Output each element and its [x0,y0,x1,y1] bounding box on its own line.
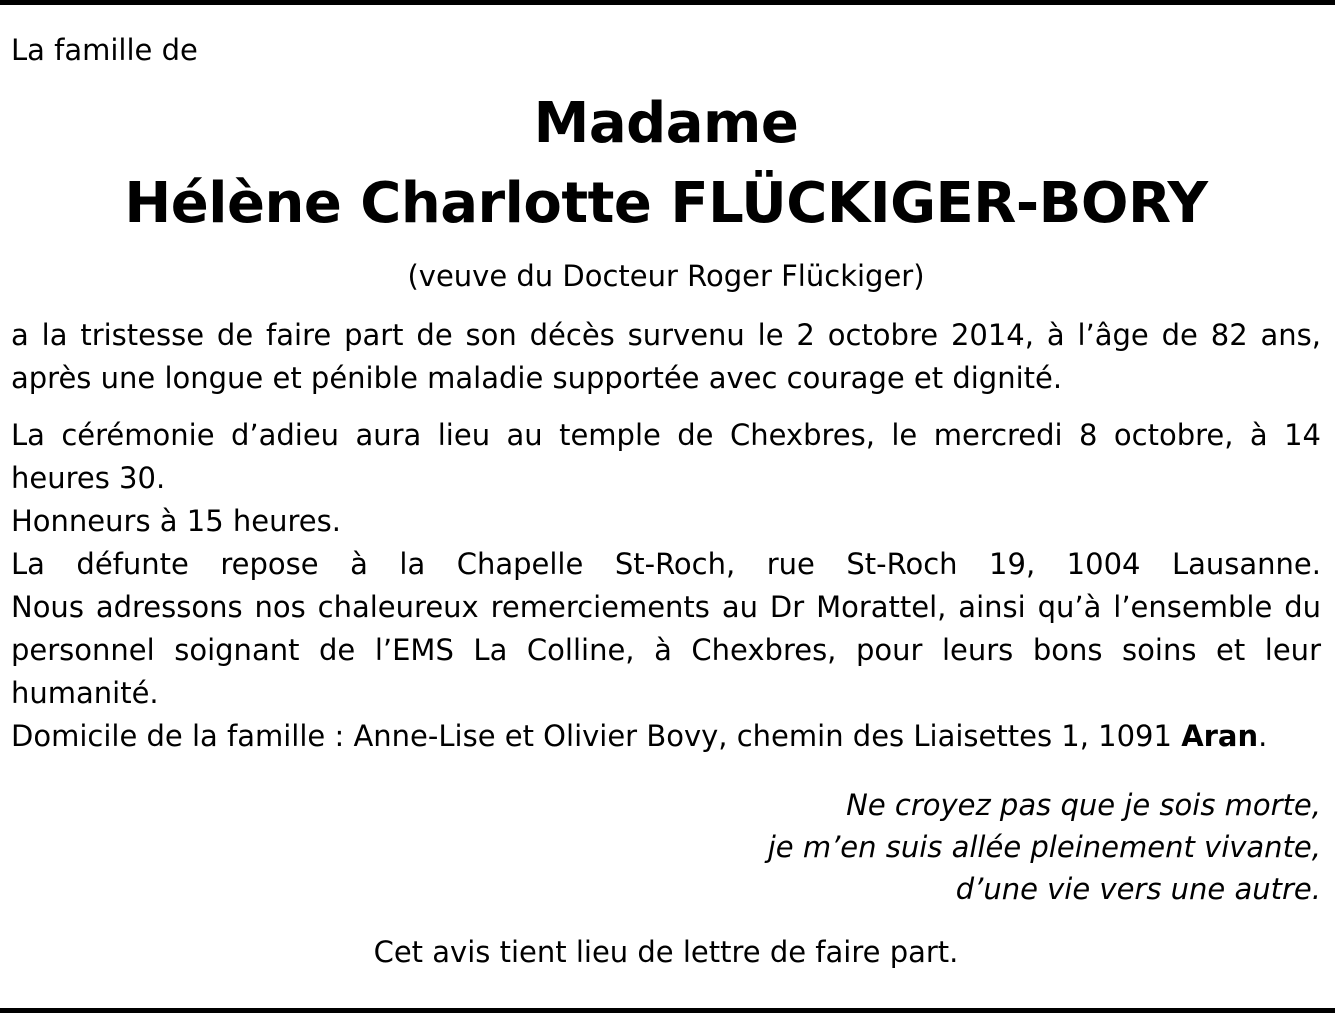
poem-line-2: je m’en suis allée pleinement vivante, [767,830,1321,864]
death-announcement: a la tristesse de faire part de son décès survenu le 2 octobre 2014, à l’âge de 82 ans, après une longue et pénible maladie supportée avec courage et dignité. [11,318,1321,395]
resting-place-info: La défunte repose à la Chapelle St-Roch, rue St-Roch 19, 1004 Lausanne. [11,547,1321,581]
deceased-name-heading [11,84,1321,244]
domicile-end: . [1258,719,1268,753]
thanks-paragraph: Nous adressons nos chaleureux remerciements au Dr Morattel, ainsi qu’à l’ensemble du personnel soignant de l’EMS La Colline, à Chexbres, pour leurs bons soins et leur humanité. [11,590,1321,710]
poem-line-1: Ne croyez pas que je sois morte, [846,788,1321,822]
widow-note: (veuve du Docteur Roger Flückiger) [407,259,925,293]
ceremony-info: La cérémonie d’adieu aura lieu au temple de Chexbres, le mercredi 8 octobre, à 14 heures 30. [11,418,1321,495]
family-domicile [11,715,1321,758]
top-rule [0,0,1335,5]
title-full-name: Hélène Charlotte FLÜCKIGER-BORY [124,171,1208,236]
domicile-text: Domicile de la famille : Anne-Lise et Olivier Bovy, chemin des Liaisettes 1, 1091 [11,719,1182,753]
intro-line: La famille de [11,33,198,67]
bottom-rule [0,1008,1335,1013]
closing-note: Cet avis tient lieu de lettre de faire part. [373,935,959,969]
poem-quote [11,784,1321,910]
details-block [11,414,1321,758]
title-honorific: Madame [533,91,799,156]
poem-line-3: d’une vie vers une autre. [955,872,1321,906]
honours-info: Honneurs à 15 heures. [11,504,341,538]
obituary-notice [11,28,1321,974]
domicile-town: Aran [1181,719,1259,753]
